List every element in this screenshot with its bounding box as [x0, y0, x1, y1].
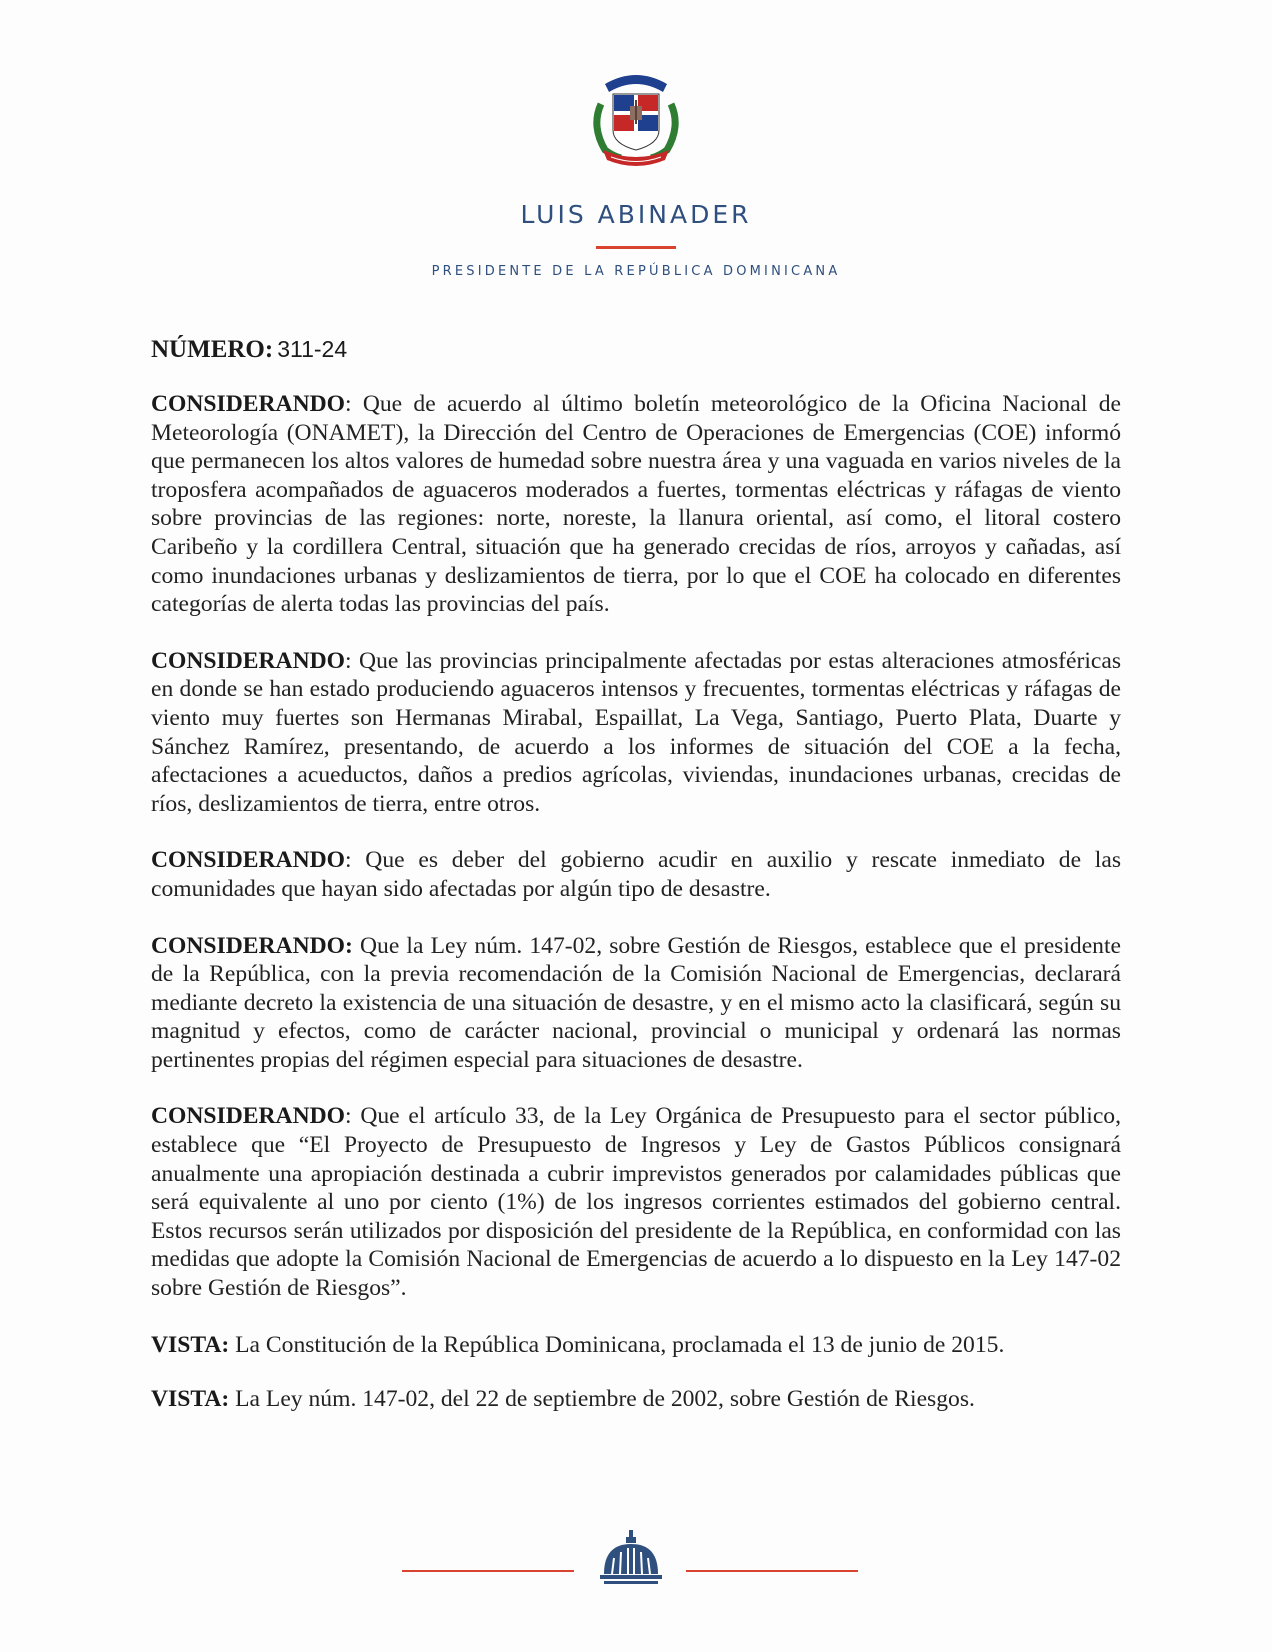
footer-divider-right: [686, 1570, 858, 1572]
paragraph-text: : Que las provincias principalmente afectadas por estas alteraciones atmosféricas en donde se han estado produciendo aguaceros intensos y frecuentes, tormentas eléctricas y ráfagas de viento muy fuertes son Hermanas Mirabal, Espaillat, La Vega, Santiago, Puerto Plata, Duarte y Sánchez Ramírez, presentando, de acuerdo a los informes de situación del COE a la fecha, afectaciones a acueductos, daños a predios agrícolas, viviendas, inundaciones urbanas, crecidas de ríos, deslizamientos de tierra, entre otros.: [151, 647, 1121, 817]
paragraph-text: Que la Ley núm. 147-02, sobre Gestión de Riesgos, establece que el presidente de la República, con la previa recomendación de la Comisión Nacional de Emergencias, declarará mediante decreto la existencia de una situación de desastre, y en el mismo acto la clasificará, según su magnitud y efectos, como de carácter nacional, provincial o municipal y ordenará las normas pertinentes propias del régimen especial para situaciones de desastre.: [151, 932, 1121, 1073]
considerando-paragraph: [151, 846, 1121, 903]
footer-divider-left: [402, 1570, 574, 1572]
paragraph-lead: CONSIDERANDO: [151, 1103, 346, 1130]
paragraph-lead: CONSIDERANDO:: [151, 932, 353, 959]
paragraph-text: : Que es deber del gobierno acudir en auxilio y rescate inmediato de las comunidades que hayan sido afectadas por algún tipo de desastre.: [151, 847, 1121, 902]
paragraph-text: : Que el artículo 33, de la Ley Orgánica de Presupuesto para el sector público, establece que “El Proyecto de Presupuesto de Ingresos y Ley de Gastos Públicos consignará anualmente una apropiación destinada a cubrir imprevistos generados por calamidades públicas que será equivalente al uno por ciento (1%) de los ingresos corrientes estimados del gobierno central. Estos recursos serán utilizados por disposición del presidente de la República, en conformidad con las medidas que adopte la Comisión Nacional de Emergencias de acuerdo a lo dispuesto en la Ley 147-02 sobre Gestión de Riesgos”.: [151, 1103, 1121, 1302]
decree-number-label: NÚMERO:: [151, 336, 274, 363]
considerando-paragraph: [151, 390, 1121, 619]
considerando-paragraph: [151, 932, 1121, 1075]
coat-of-arms-icon: [583, 64, 689, 170]
decree-body: [151, 390, 1121, 1440]
header-name: LUIS ABINADER: [520, 200, 752, 229]
considerando-paragraph: [151, 1102, 1121, 1302]
vista-lead: VISTA:: [151, 1331, 230, 1358]
paragraph-lead: CONSIDERANDO: [151, 391, 346, 417]
palace-dome-icon: [598, 1528, 664, 1588]
vista-text: La Ley núm. 147-02, del 22 de septiembre de 2002, sobre Gestión de Riesgos.: [229, 1386, 975, 1413]
considerando-paragraph: [151, 647, 1121, 819]
vista-lead: VISTA:: [151, 1386, 230, 1413]
decree-number-value: 311-24: [277, 336, 348, 362]
vista-text: La Constitución de la República Dominicana, proclamada el 13 de junio de 2015.: [229, 1331, 1005, 1358]
header-title: PRESIDENTE DE LA REPÚBLICA DOMINICANA: [431, 264, 841, 279]
paragraph-text: : Que de acuerdo al último boletín meteorológico de la Oficina Nacional de Meteorología (ONAMET), la Dirección del Centro de Operaciones de Emergencias (COE) informó que permanecen los altos valores de humedad sobre nuestra área y una vaguada en varios niveles de la troposfera acompañados de aguaceros moderados a fuertes, tormentas eléctricas y ráfagas de viento sobre provincias de las regiones: norte, noreste, la llanura oriental, así como, el litoral costero Caribeño y la cordillera Central, situación que ha generado crecidas de ríos, arroyos y cañadas, así como inundaciones urbanas y deslizamientos de tierra, por lo que el COE ha colocado en diferentes categorías de alerta todas las provincias del país.: [151, 391, 1121, 618]
header-divider: [596, 246, 676, 249]
paragraph-lead: CONSIDERANDO: [151, 647, 346, 674]
vista-paragraph: [151, 1331, 1121, 1360]
vista-paragraph: [151, 1385, 1121, 1414]
paragraph-lead: CONSIDERANDO: [151, 847, 346, 874]
decree-number: [151, 336, 347, 364]
